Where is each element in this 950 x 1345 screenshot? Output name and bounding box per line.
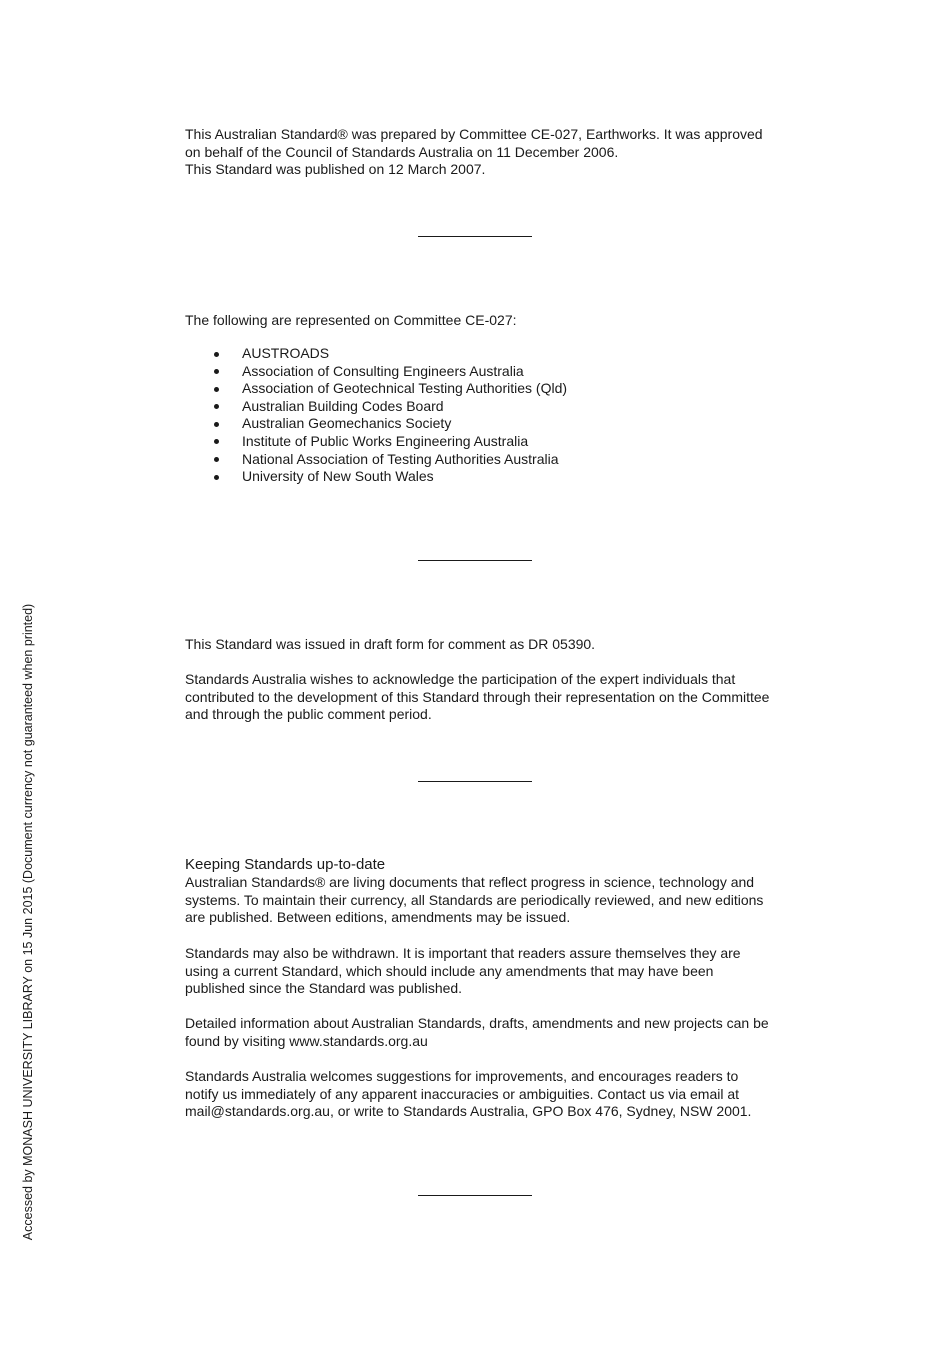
committee-intro: The following are represented on Committee CE-027: [185,312,517,328]
list-item: University of New South Wales [185,468,567,486]
bullet-icon [214,387,219,392]
section-divider [418,560,532,561]
list-item: National Association of Testing Authorities Australia [185,451,567,469]
bullet-icon [214,457,219,462]
information-paragraph: Detailed information about Australian Standards, drafts, amendments and new projects can be found by visiting www.standards.org.au [185,1015,769,1049]
section-divider [418,781,532,782]
list-item: Institute of Public Works Engineering Australia [185,433,567,451]
bullet-icon [214,475,219,480]
bullet-icon [214,439,219,444]
section-heading: Keeping Standards up-to-date [185,856,386,873]
access-note: Accessed by MONASH UNIVERSITY LIBRARY on 15 Jun 2015 (Document currency not guaranteed when printed) [21,603,35,1241]
list-item: Australian Building Codes Board [185,398,567,416]
living-documents-paragraph: Australian Standards® are living documents that reflect progress in science, technology and systems. To maintain their currency, all Standards are periodically reviewed, and new editions are published. Between editions, amendments may be issued. [185,874,764,926]
list-item: Association of Consulting Engineers Australia [185,363,567,381]
bullet-icon [214,404,219,409]
section-divider [418,236,532,237]
withdrawal-paragraph: Standards may also be withdrawn. It is important that readers assure themselves they are using a current Standard, which should include any amendments that may have been published since the Standard was published. [185,945,741,997]
acknowledgement-paragraph: Standards Australia wishes to acknowledge the participation of the expert individuals that contributed to the development of this Standard through their representation on the Committee and through the public comment period. [185,671,770,723]
draft-issued-text: This Standard was issued in draft form for comment as DR 05390. [185,636,596,652]
committee-member-list [185,345,567,486]
contact-paragraph: Standards Australia welcomes suggestions for improvements, and encourages readers to notify us immediately of any apparent inaccuracies or ambiguities. Contact us via email at mail@standards.org.au, or write to Standards Australia, GPO Box 476, Sydney, NSW 2001. [185,1068,752,1120]
list-item: Association of Geotechnical Testing Authorities (Qld) [185,380,567,398]
bullet-icon [214,352,219,357]
preparation-paragraph: This Australian Standard® was prepared by Committee CE-027, Earthworks. It was approved on behalf of the Council of Standards Australia on 11 December 2006. This Standard was published on 12 March 2007. [185,126,763,178]
section-divider [418,1195,532,1196]
list-item: Australian Geomechanics Society [185,415,567,433]
bullet-icon [214,422,219,427]
bullet-icon [214,369,219,374]
list-item: AUSTROADS [185,345,567,363]
